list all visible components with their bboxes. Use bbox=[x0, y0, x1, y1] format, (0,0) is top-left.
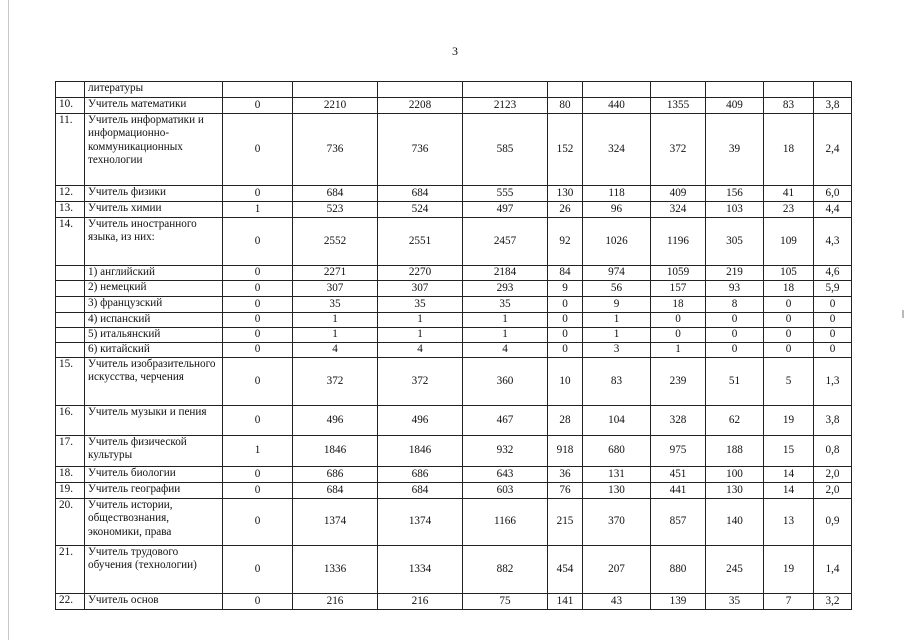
value-cell: 0 bbox=[548, 328, 583, 343]
value-cell bbox=[583, 82, 651, 98]
value-cell: 0 bbox=[223, 594, 293, 610]
value-cell: 14 bbox=[764, 467, 814, 483]
value-cell: 0 bbox=[223, 546, 293, 594]
position-name: 5) итальянский bbox=[85, 328, 223, 343]
row-number: 17. bbox=[56, 436, 85, 467]
table-row bbox=[56, 406, 852, 436]
value-cell: 239 bbox=[651, 358, 706, 406]
value-cell bbox=[706, 82, 764, 98]
value-cell: 104 bbox=[583, 406, 651, 436]
value-cell: 372 bbox=[651, 114, 706, 186]
table-row bbox=[56, 186, 852, 202]
value-cell: 0 bbox=[548, 297, 583, 313]
value-cell: 0,8 bbox=[814, 436, 852, 467]
value-cell: 157 bbox=[651, 281, 706, 297]
value-cell: 75 bbox=[463, 594, 548, 610]
value-cell: 105 bbox=[764, 266, 814, 281]
value-cell: 0 bbox=[223, 313, 293, 328]
value-cell: 41 bbox=[764, 186, 814, 202]
value-cell: 109 bbox=[764, 218, 814, 266]
position-name: 6) китайский bbox=[85, 343, 223, 358]
value-cell: 130 bbox=[706, 483, 764, 499]
value-cell: 1374 bbox=[378, 499, 463, 546]
position-name: Учитель физической культуры bbox=[85, 436, 223, 467]
value-cell: 1,4 bbox=[814, 546, 852, 594]
value-cell: 14 bbox=[764, 483, 814, 499]
value-cell: 130 bbox=[548, 186, 583, 202]
table-row bbox=[56, 266, 852, 281]
value-cell: 84 bbox=[548, 266, 583, 281]
value-cell: 139 bbox=[651, 594, 706, 610]
table-row bbox=[56, 483, 852, 499]
value-cell: 1059 bbox=[651, 266, 706, 281]
value-cell: 245 bbox=[706, 546, 764, 594]
row-number: 12. bbox=[56, 186, 85, 202]
value-cell: 141 bbox=[548, 594, 583, 610]
position-name: 4) испанский bbox=[85, 313, 223, 328]
value-cell: 686 bbox=[378, 467, 463, 483]
value-cell: 152 bbox=[548, 114, 583, 186]
value-cell bbox=[651, 82, 706, 98]
row-number: 16. bbox=[56, 406, 85, 436]
value-cell: 8 bbox=[706, 297, 764, 313]
value-cell: 1 bbox=[583, 328, 651, 343]
value-cell: 1 bbox=[378, 328, 463, 343]
value-cell: 1334 bbox=[378, 546, 463, 594]
value-cell: 324 bbox=[583, 114, 651, 186]
value-cell: 1 bbox=[463, 313, 548, 328]
value-cell: 5,9 bbox=[814, 281, 852, 297]
value-cell: 2457 bbox=[463, 218, 548, 266]
value-cell: 305 bbox=[706, 218, 764, 266]
row-number: 20. bbox=[56, 499, 85, 546]
value-cell: 9 bbox=[548, 281, 583, 297]
value-cell: 0 bbox=[223, 114, 293, 186]
value-cell: 83 bbox=[764, 98, 814, 114]
position-name: Учитель иностранного языка, из них: bbox=[85, 218, 223, 266]
row-number bbox=[56, 82, 85, 98]
value-cell: 216 bbox=[378, 594, 463, 610]
value-cell: 4,3 bbox=[814, 218, 852, 266]
value-cell: 0 bbox=[223, 266, 293, 281]
value-cell: 4 bbox=[463, 343, 548, 358]
value-cell: 4,6 bbox=[814, 266, 852, 281]
value-cell: 1846 bbox=[378, 436, 463, 467]
value-cell: 0 bbox=[814, 313, 852, 328]
value-cell: 0 bbox=[764, 297, 814, 313]
table-row bbox=[56, 297, 852, 313]
value-cell: 555 bbox=[463, 186, 548, 202]
value-cell: 36 bbox=[548, 467, 583, 483]
position-name: Учитель информатики и информационно-коммуникационных технологии bbox=[85, 114, 223, 186]
table-row bbox=[56, 82, 852, 98]
value-cell: 1374 bbox=[293, 499, 378, 546]
value-cell: 215 bbox=[548, 499, 583, 546]
table-row bbox=[56, 436, 852, 467]
value-cell: 409 bbox=[706, 98, 764, 114]
value-cell: 0 bbox=[223, 499, 293, 546]
value-cell: 0 bbox=[223, 328, 293, 343]
value-cell: 35 bbox=[293, 297, 378, 313]
value-cell: 409 bbox=[651, 186, 706, 202]
value-cell: 0 bbox=[223, 186, 293, 202]
value-cell: 441 bbox=[651, 483, 706, 499]
value-cell: 0 bbox=[223, 297, 293, 313]
row-number bbox=[56, 313, 85, 328]
value-cell: 0 bbox=[814, 297, 852, 313]
value-cell: 3,2 bbox=[814, 594, 852, 610]
value-cell: 10 bbox=[548, 358, 583, 406]
table-row bbox=[56, 343, 852, 358]
value-cell: 35 bbox=[463, 297, 548, 313]
value-cell: 2123 bbox=[463, 98, 548, 114]
value-cell: 80 bbox=[548, 98, 583, 114]
value-cell: 131 bbox=[583, 467, 651, 483]
row-number: 18. bbox=[56, 467, 85, 483]
table-row bbox=[56, 328, 852, 343]
value-cell: 51 bbox=[706, 358, 764, 406]
value-cell: 372 bbox=[293, 358, 378, 406]
value-cell: 0 bbox=[764, 313, 814, 328]
table-row bbox=[56, 202, 852, 218]
value-cell: 686 bbox=[293, 467, 378, 483]
value-cell: 918 bbox=[548, 436, 583, 467]
table-row bbox=[56, 358, 852, 406]
value-cell: 736 bbox=[293, 114, 378, 186]
value-cell: 857 bbox=[651, 499, 706, 546]
value-cell: 0 bbox=[223, 358, 293, 406]
value-cell: 684 bbox=[293, 483, 378, 499]
value-cell: 103 bbox=[706, 202, 764, 218]
value-cell: 1 bbox=[223, 436, 293, 467]
value-cell bbox=[463, 82, 548, 98]
position-name: Учитель истории, обществознания, экономики, права bbox=[85, 499, 223, 546]
table-row bbox=[56, 98, 852, 114]
value-cell: 1355 bbox=[651, 98, 706, 114]
value-cell: 684 bbox=[378, 186, 463, 202]
value-cell: 43 bbox=[583, 594, 651, 610]
value-cell: 0 bbox=[223, 343, 293, 358]
value-cell: 0 bbox=[548, 343, 583, 358]
value-cell: 1336 bbox=[293, 546, 378, 594]
value-cell: 219 bbox=[706, 266, 764, 281]
position-name: 2) немецкий bbox=[85, 281, 223, 297]
value-cell: 0 bbox=[223, 98, 293, 114]
value-cell: 3,8 bbox=[814, 406, 852, 436]
row-number: 22. bbox=[56, 594, 85, 610]
value-cell: 56 bbox=[583, 281, 651, 297]
value-cell: 684 bbox=[378, 483, 463, 499]
value-cell bbox=[764, 82, 814, 98]
scan-artifact bbox=[902, 310, 904, 318]
value-cell: 92 bbox=[548, 218, 583, 266]
value-cell: 6,0 bbox=[814, 186, 852, 202]
row-number: 14. bbox=[56, 218, 85, 266]
value-cell: 62 bbox=[706, 406, 764, 436]
value-cell: 35 bbox=[378, 297, 463, 313]
value-cell: 975 bbox=[651, 436, 706, 467]
position-name: Учитель основ bbox=[85, 594, 223, 610]
table-row bbox=[56, 218, 852, 266]
value-cell: 328 bbox=[651, 406, 706, 436]
value-cell: 372 bbox=[378, 358, 463, 406]
table-row bbox=[56, 114, 852, 186]
table-row bbox=[56, 313, 852, 328]
value-cell: 440 bbox=[583, 98, 651, 114]
value-cell: 156 bbox=[706, 186, 764, 202]
value-cell: 0 bbox=[706, 343, 764, 358]
position-name: Учитель географии bbox=[85, 483, 223, 499]
value-cell bbox=[223, 82, 293, 98]
value-cell: 603 bbox=[463, 483, 548, 499]
value-cell: 18 bbox=[764, 281, 814, 297]
row-number bbox=[56, 266, 85, 281]
value-cell: 880 bbox=[651, 546, 706, 594]
value-cell: 18 bbox=[764, 114, 814, 186]
value-cell: 118 bbox=[583, 186, 651, 202]
value-cell: 216 bbox=[293, 594, 378, 610]
value-cell: 585 bbox=[463, 114, 548, 186]
row-number: 10. bbox=[56, 98, 85, 114]
value-cell: 1 bbox=[378, 313, 463, 328]
position-name: 1) английский bbox=[85, 266, 223, 281]
value-cell: 207 bbox=[583, 546, 651, 594]
value-cell: 0 bbox=[651, 313, 706, 328]
scan-margin-line bbox=[8, 0, 9, 640]
value-cell: 19 bbox=[764, 406, 814, 436]
value-cell: 19 bbox=[764, 546, 814, 594]
value-cell: 736 bbox=[378, 114, 463, 186]
position-name: литературы bbox=[85, 82, 223, 98]
value-cell: 2184 bbox=[463, 266, 548, 281]
value-cell: 360 bbox=[463, 358, 548, 406]
value-cell: 28 bbox=[548, 406, 583, 436]
value-cell: 7 bbox=[764, 594, 814, 610]
row-number: 21. bbox=[56, 546, 85, 594]
value-cell: 76 bbox=[548, 483, 583, 499]
position-name: 3) французский bbox=[85, 297, 223, 313]
value-cell: 0 bbox=[764, 343, 814, 358]
value-cell: 497 bbox=[463, 202, 548, 218]
value-cell: 9 bbox=[583, 297, 651, 313]
value-cell: 0 bbox=[223, 406, 293, 436]
value-cell: 307 bbox=[378, 281, 463, 297]
value-cell: 3 bbox=[583, 343, 651, 358]
value-cell: 524 bbox=[378, 202, 463, 218]
value-cell: 0 bbox=[223, 467, 293, 483]
table-row bbox=[56, 467, 852, 483]
value-cell: 2,4 bbox=[814, 114, 852, 186]
value-cell: 18 bbox=[651, 297, 706, 313]
row-number bbox=[56, 297, 85, 313]
value-cell: 93 bbox=[706, 281, 764, 297]
value-cell: 1196 bbox=[651, 218, 706, 266]
row-number: 11. bbox=[56, 114, 85, 186]
value-cell: 0 bbox=[651, 328, 706, 343]
value-cell: 13 bbox=[764, 499, 814, 546]
position-name: Учитель химии bbox=[85, 202, 223, 218]
value-cell bbox=[814, 82, 852, 98]
value-cell: 1 bbox=[223, 202, 293, 218]
value-cell: 39 bbox=[706, 114, 764, 186]
table-row bbox=[56, 594, 852, 610]
value-cell: 0 bbox=[223, 281, 293, 297]
value-cell: 643 bbox=[463, 467, 548, 483]
value-cell bbox=[548, 82, 583, 98]
value-cell: 83 bbox=[583, 358, 651, 406]
table-row bbox=[56, 546, 852, 594]
value-cell: 2,0 bbox=[814, 467, 852, 483]
value-cell: 2270 bbox=[378, 266, 463, 281]
value-cell: 1 bbox=[463, 328, 548, 343]
value-cell: 4,4 bbox=[814, 202, 852, 218]
row-number bbox=[56, 328, 85, 343]
position-name: Учитель физики bbox=[85, 186, 223, 202]
value-cell: 0 bbox=[706, 328, 764, 343]
value-cell: 680 bbox=[583, 436, 651, 467]
value-cell: 130 bbox=[583, 483, 651, 499]
value-cell: 35 bbox=[706, 594, 764, 610]
value-cell: 5 bbox=[764, 358, 814, 406]
position-name: Учитель изобразительного искусства, черчения bbox=[85, 358, 223, 406]
value-cell: 293 bbox=[463, 281, 548, 297]
value-cell: 2551 bbox=[378, 218, 463, 266]
position-name: Учитель музыки и пения bbox=[85, 406, 223, 436]
value-cell: 26 bbox=[548, 202, 583, 218]
table-row bbox=[56, 499, 852, 546]
value-cell: 188 bbox=[706, 436, 764, 467]
value-cell: 2,0 bbox=[814, 483, 852, 499]
page-number: 3 bbox=[452, 44, 458, 58]
value-cell: 523 bbox=[293, 202, 378, 218]
value-cell: 0 bbox=[814, 328, 852, 343]
value-cell: 100 bbox=[706, 467, 764, 483]
value-cell: 4 bbox=[378, 343, 463, 358]
value-cell: 2210 bbox=[293, 98, 378, 114]
value-cell: 0,9 bbox=[814, 499, 852, 546]
position-name: Учитель биологии bbox=[85, 467, 223, 483]
value-cell: 370 bbox=[583, 499, 651, 546]
value-cell: 96 bbox=[583, 202, 651, 218]
value-cell: 1026 bbox=[583, 218, 651, 266]
value-cell: 0 bbox=[548, 313, 583, 328]
value-cell: 15 bbox=[764, 436, 814, 467]
value-cell: 0 bbox=[814, 343, 852, 358]
value-cell: 2552 bbox=[293, 218, 378, 266]
value-cell: 0 bbox=[223, 218, 293, 266]
value-cell: 974 bbox=[583, 266, 651, 281]
value-cell: 1,3 bbox=[814, 358, 852, 406]
value-cell: 882 bbox=[463, 546, 548, 594]
value-cell: 454 bbox=[548, 546, 583, 594]
value-cell: 1 bbox=[293, 328, 378, 343]
value-cell: 140 bbox=[706, 499, 764, 546]
value-cell: 496 bbox=[378, 406, 463, 436]
statistics-table bbox=[55, 81, 852, 610]
table-row bbox=[56, 281, 852, 297]
value-cell: 1166 bbox=[463, 499, 548, 546]
row-number: 15. bbox=[56, 358, 85, 406]
value-cell: 2208 bbox=[378, 98, 463, 114]
value-cell: 0 bbox=[706, 313, 764, 328]
position-name: Учитель математики bbox=[85, 98, 223, 114]
value-cell: 2271 bbox=[293, 266, 378, 281]
value-cell: 0 bbox=[223, 483, 293, 499]
value-cell: 1846 bbox=[293, 436, 378, 467]
value-cell bbox=[378, 82, 463, 98]
value-cell: 496 bbox=[293, 406, 378, 436]
value-cell: 684 bbox=[293, 186, 378, 202]
row-number: 13. bbox=[56, 202, 85, 218]
value-cell: 1 bbox=[293, 313, 378, 328]
value-cell: 1 bbox=[651, 343, 706, 358]
value-cell: 0 bbox=[764, 328, 814, 343]
row-number bbox=[56, 281, 85, 297]
value-cell: 307 bbox=[293, 281, 378, 297]
value-cell: 451 bbox=[651, 467, 706, 483]
value-cell: 4 bbox=[293, 343, 378, 358]
value-cell: 932 bbox=[463, 436, 548, 467]
value-cell: 1 bbox=[583, 313, 651, 328]
value-cell: 3,8 bbox=[814, 98, 852, 114]
row-number: 19. bbox=[56, 483, 85, 499]
position-name: Учитель трудового обучения (технологии) bbox=[85, 546, 223, 594]
value-cell: 467 bbox=[463, 406, 548, 436]
value-cell: 324 bbox=[651, 202, 706, 218]
value-cell: 23 bbox=[764, 202, 814, 218]
value-cell bbox=[293, 82, 378, 98]
row-number bbox=[56, 343, 85, 358]
